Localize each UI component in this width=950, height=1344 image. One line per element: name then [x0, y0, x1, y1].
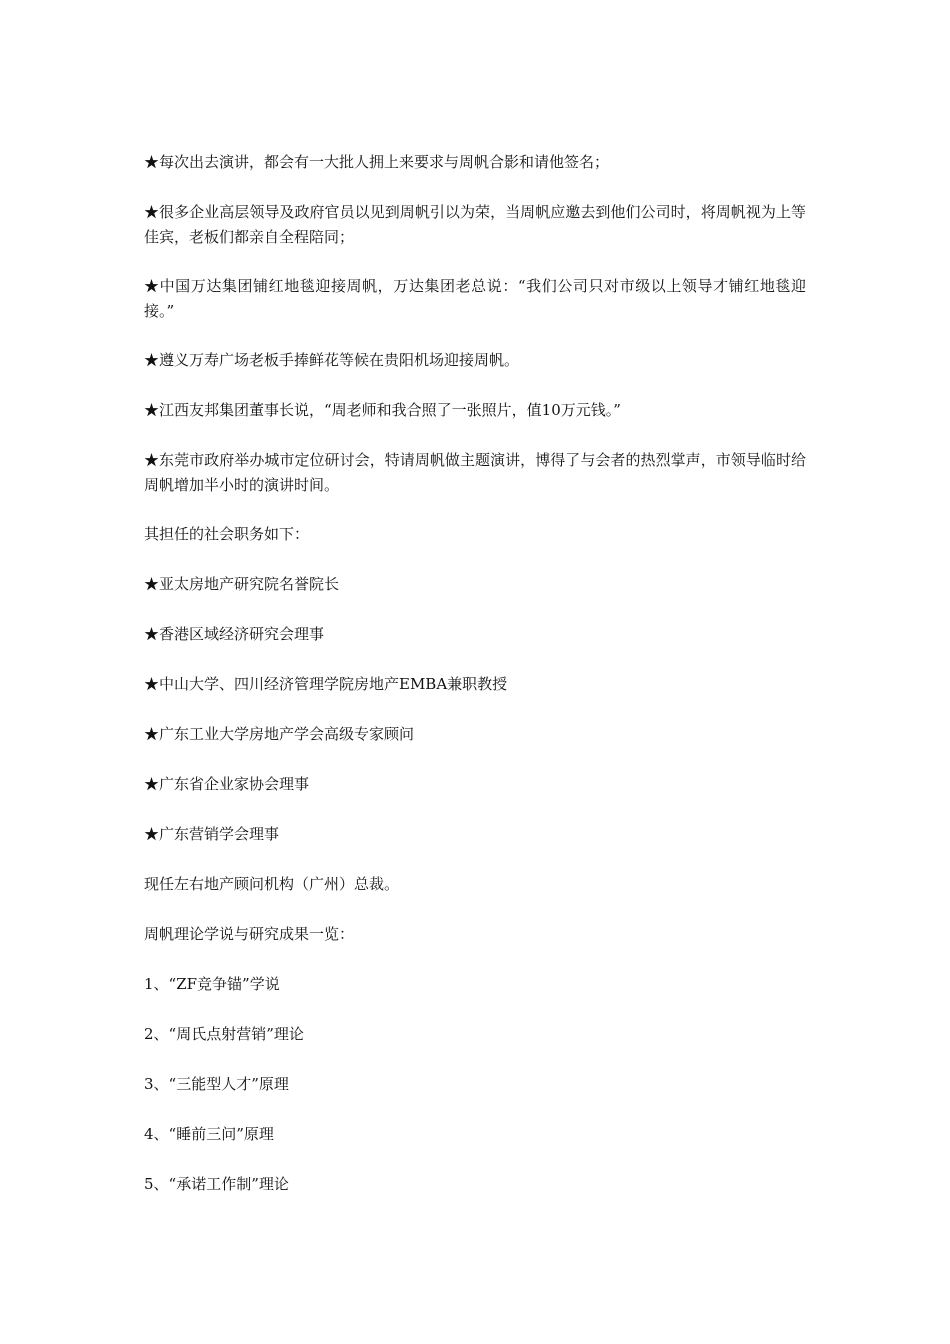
- paragraph-wanda: ★中国万达集团铺红地毯迎接周帆，万达集团老总说：“我们公司只对市级以上领导才铺红地毯迎接。”: [144, 277, 806, 320]
- list-item-theory: 5、“承诺工作制”理论: [144, 1175, 289, 1193]
- paragraph-zunyi: ★遵义万寿广场老板手捧鲜花等候在贵阳机场迎接周帆。: [144, 351, 520, 369]
- list-item-theory: 4、“睡前三问”原理: [144, 1125, 274, 1143]
- list-item-theory: 3、“三能型人才”原理: [144, 1075, 289, 1093]
- paragraph-signing: ★每次出去演讲，都会有一大批人拥上来要求与周帆合影和请他签名；: [144, 153, 610, 171]
- list-item-role: ★香港区域经济研究会理事: [144, 625, 325, 643]
- paragraph-current-position: 现任左右地产顾问机构（广州）总裁。: [144, 875, 400, 893]
- list-item-role: ★广东营销学会理事: [144, 825, 280, 843]
- paragraph-dongguan: ★东莞市政府举办城市定位研讨会，特请周帆做主题演讲，博得了与会者的热烈掌声，市领导临时给周帆增加半小时的演讲时间。: [144, 451, 806, 494]
- paragraph-theories-heading: 周帆理论学说与研究成果一览：: [144, 925, 355, 943]
- list-item-role: ★广东工业大学房地产学会高级专家顾问: [144, 725, 415, 743]
- list-item-role: ★广东省企业家协会理事: [144, 775, 310, 793]
- paragraph-jiangxi: ★江西友邦集团董事长说，“周老师和我合照了一张照片，值10万元钱。”: [144, 401, 621, 419]
- paragraph-roles-heading: 其担任的社会职务如下：: [144, 525, 310, 543]
- list-item-theory: 1、“ZF竞争锚”学说: [144, 975, 280, 993]
- list-item-role: ★中山大学、四川经济管理学院房地产EMBA兼职教授: [144, 675, 508, 693]
- list-item-role: ★亚太房地产研究院名誉院长: [144, 575, 340, 593]
- paragraph-executives: ★很多企业高层领导及政府官员以见到周帆引以为荣，当周帆应邀去到他们公司时，将周帆视为上等佳宾，老板们都亲自全程陪同；: [144, 203, 806, 246]
- list-item-theory: 2、“周氏点射营销”理论: [144, 1025, 304, 1043]
